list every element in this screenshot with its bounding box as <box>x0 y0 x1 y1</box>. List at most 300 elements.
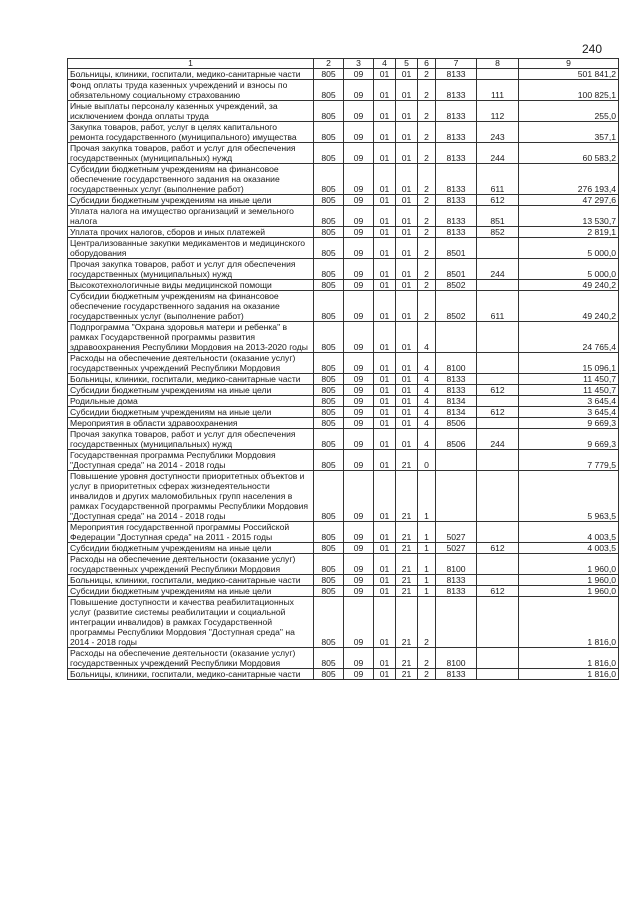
code-cell: 1 <box>418 586 436 597</box>
code-cell: 09 <box>344 69 374 80</box>
code-cell: 805 <box>314 669 344 680</box>
header-cell: 6 <box>418 59 436 69</box>
amount-cell: 4 003,5 <box>519 543 619 554</box>
amount-cell: 1 960,0 <box>519 554 619 575</box>
code-cell: 01 <box>374 291 396 322</box>
amount-cell: 5 963,5 <box>519 471 619 522</box>
code-cell: 01 <box>396 259 418 280</box>
amount-cell: 7 779,5 <box>519 450 619 471</box>
code-cell: 21 <box>396 471 418 522</box>
code-cell: 805 <box>314 385 344 396</box>
code-cell: 01 <box>396 291 418 322</box>
item-name-cell: Фонд оплаты труда казенных учреждений и взносы по обязательному социальному страхованию <box>68 80 314 101</box>
code-cell: 01 <box>374 143 396 164</box>
item-name-cell: Высокотехнологичные виды медицинской помощи <box>68 280 314 291</box>
amount-cell: 1 960,0 <box>519 586 619 597</box>
code-cell: 09 <box>344 385 374 396</box>
code-cell <box>477 238 519 259</box>
code-cell: 1 <box>418 554 436 575</box>
item-name-cell: Субсидии бюджетным учреждениям на финансовое обеспечение государственного задания на оказание государственных услуг (выполнение работ) <box>68 291 314 322</box>
code-cell: 805 <box>314 374 344 385</box>
code-cell: 01 <box>396 396 418 407</box>
code-cell: 01 <box>374 238 396 259</box>
code-cell: 21 <box>396 450 418 471</box>
page-number: 240 <box>582 42 603 56</box>
code-cell: 01 <box>396 80 418 101</box>
code-cell: 01 <box>396 407 418 418</box>
amount-cell: 11 450,7 <box>519 374 619 385</box>
code-cell: 8134 <box>436 396 477 407</box>
code-cell: 01 <box>396 385 418 396</box>
item-name-cell: Расходы на обеспечение деятельности (оказание услуг) государственных учреждений Республики Мордовия <box>68 353 314 374</box>
code-cell: 09 <box>344 291 374 322</box>
code-cell: 09 <box>344 259 374 280</box>
code-cell <box>477 69 519 80</box>
amount-cell: 1 816,0 <box>519 648 619 669</box>
code-cell <box>477 471 519 522</box>
code-cell: 2 <box>418 259 436 280</box>
code-cell <box>477 648 519 669</box>
table-row <box>68 429 619 450</box>
amount-cell: 49 240,2 <box>519 280 619 291</box>
table-row <box>68 80 619 101</box>
table-row <box>68 418 619 429</box>
code-cell: 1 <box>418 471 436 522</box>
code-cell: 4 <box>418 396 436 407</box>
item-name-cell: Субсидии бюджетным учреждениям на иные цели <box>68 586 314 597</box>
code-cell: 01 <box>374 450 396 471</box>
code-cell: 09 <box>344 522 374 543</box>
code-cell: 8501 <box>436 259 477 280</box>
item-name-cell: Родильные дома <box>68 396 314 407</box>
code-cell: 01 <box>396 164 418 195</box>
header-cell: 9 <box>519 59 619 69</box>
item-name-cell: Субсидии бюджетным учреждениям на иные цели <box>68 407 314 418</box>
code-cell: 2 <box>418 80 436 101</box>
code-cell: 01 <box>374 543 396 554</box>
code-cell: 09 <box>344 227 374 238</box>
amount-cell: 276 193,4 <box>519 164 619 195</box>
amount-cell: 47 297,6 <box>519 195 619 206</box>
code-cell: 01 <box>374 101 396 122</box>
table-row <box>68 101 619 122</box>
code-cell: 01 <box>374 522 396 543</box>
amount-cell: 501 841,2 <box>519 69 619 80</box>
amount-cell: 9 669,3 <box>519 418 619 429</box>
code-cell: 09 <box>344 353 374 374</box>
code-cell: 2 <box>418 669 436 680</box>
code-cell: 2 <box>418 291 436 322</box>
code-cell: 2 <box>418 238 436 259</box>
amount-cell: 60 583,2 <box>519 143 619 164</box>
code-cell: 805 <box>314 522 344 543</box>
code-cell: 805 <box>314 80 344 101</box>
code-cell: 01 <box>396 227 418 238</box>
code-cell: 01 <box>396 101 418 122</box>
code-cell: 851 <box>477 206 519 227</box>
amount-cell: 2 819,1 <box>519 227 619 238</box>
item-name-cell: Государственная программа Республики Мордовия "Доступная среда" на 2014 - 2018 годы <box>68 450 314 471</box>
code-cell: 805 <box>314 206 344 227</box>
code-cell: 09 <box>344 122 374 143</box>
table-body <box>68 69 619 680</box>
budget-table <box>67 58 619 680</box>
code-cell: 805 <box>314 597 344 648</box>
code-cell: 612 <box>477 385 519 396</box>
code-cell <box>477 374 519 385</box>
code-cell <box>477 575 519 586</box>
code-cell: 8100 <box>436 648 477 669</box>
code-cell: 09 <box>344 374 374 385</box>
table-row <box>68 396 619 407</box>
code-cell: 5027 <box>436 543 477 554</box>
code-cell: 805 <box>314 280 344 291</box>
code-cell: 01 <box>374 122 396 143</box>
item-name-cell: Уплата налога на имущество организаций и земельного налога <box>68 206 314 227</box>
code-cell <box>436 450 477 471</box>
code-cell: 01 <box>374 69 396 80</box>
amount-cell: 1 816,0 <box>519 669 619 680</box>
code-cell: 21 <box>396 522 418 543</box>
code-cell: 805 <box>314 407 344 418</box>
code-cell: 01 <box>374 280 396 291</box>
code-cell <box>477 554 519 575</box>
code-cell: 01 <box>374 429 396 450</box>
item-name-cell: Субсидии бюджетным учреждениям на иные цели <box>68 385 314 396</box>
code-cell: 8133 <box>436 586 477 597</box>
code-cell: 01 <box>374 80 396 101</box>
code-cell: 8133 <box>436 195 477 206</box>
amount-cell: 49 240,2 <box>519 291 619 322</box>
code-cell <box>436 597 477 648</box>
code-cell: 09 <box>344 280 374 291</box>
code-cell: 01 <box>374 597 396 648</box>
code-cell: 805 <box>314 69 344 80</box>
code-cell: 09 <box>344 101 374 122</box>
code-cell: 244 <box>477 143 519 164</box>
code-cell: 612 <box>477 586 519 597</box>
table-row <box>68 522 619 543</box>
code-cell: 09 <box>344 143 374 164</box>
code-cell: 2 <box>418 195 436 206</box>
table-row <box>68 648 619 669</box>
code-cell: 09 <box>344 322 374 353</box>
item-name-cell: Прочая закупка товаров, работ и услуг для обеспечения государственных (муниципальных) нужд <box>68 429 314 450</box>
code-cell: 09 <box>344 164 374 195</box>
code-cell: 805 <box>314 648 344 669</box>
item-name-cell: Мероприятия государственной программы Российской Федерации "Доступная среда" на 2011 - 2015 годы <box>68 522 314 543</box>
table-row <box>68 407 619 418</box>
item-name-cell: Субсидии бюджетным учреждениям на иные цели <box>68 195 314 206</box>
code-cell: 01 <box>374 374 396 385</box>
header-cell: 7 <box>436 59 477 69</box>
code-cell: 8133 <box>436 206 477 227</box>
code-cell: 01 <box>374 227 396 238</box>
table-row <box>68 554 619 575</box>
code-cell: 09 <box>344 669 374 680</box>
code-cell <box>477 597 519 648</box>
amount-cell: 357,1 <box>519 122 619 143</box>
code-cell: 805 <box>314 195 344 206</box>
code-cell <box>436 471 477 522</box>
code-cell: 805 <box>314 396 344 407</box>
code-cell: 01 <box>374 586 396 597</box>
code-cell: 21 <box>396 586 418 597</box>
code-cell: 805 <box>314 418 344 429</box>
item-name-cell: Прочая закупка товаров, работ и услуг для обеспечения государственных (муниципальных) нужд <box>68 143 314 164</box>
code-cell: 09 <box>344 597 374 648</box>
code-cell: 4 <box>418 353 436 374</box>
code-cell: 612 <box>477 195 519 206</box>
code-cell: 09 <box>344 80 374 101</box>
code-cell: 805 <box>314 164 344 195</box>
table-row <box>68 353 619 374</box>
code-cell: 01 <box>396 353 418 374</box>
item-name-cell: Расходы на обеспечение деятельности (оказание услуг) государственных учреждений Республики Мордовия <box>68 648 314 669</box>
item-name-cell: Больницы, клиники, госпитали, медико-санитарные части <box>68 575 314 586</box>
code-cell: 01 <box>374 385 396 396</box>
amount-cell: 24 765,4 <box>519 322 619 353</box>
item-name-cell: Прочая закупка товаров, работ и услуг для обеспечения государственных (муниципальных) нужд <box>68 259 314 280</box>
table-row <box>68 143 619 164</box>
item-name-cell: Субсидии бюджетным учреждениям на иные цели <box>68 543 314 554</box>
code-cell: 8502 <box>436 291 477 322</box>
code-cell: 4 <box>418 418 436 429</box>
code-cell: 01 <box>396 122 418 143</box>
code-cell: 09 <box>344 543 374 554</box>
code-cell: 8133 <box>436 575 477 586</box>
code-cell: 611 <box>477 164 519 195</box>
table-row <box>68 586 619 597</box>
table-row <box>68 291 619 322</box>
header-cell: 2 <box>314 59 344 69</box>
code-cell <box>477 450 519 471</box>
amount-cell: 3 645,4 <box>519 407 619 418</box>
item-name-cell: Мероприятия в области здравоохранения <box>68 418 314 429</box>
code-cell <box>477 418 519 429</box>
amount-cell: 5 000,0 <box>519 259 619 280</box>
code-cell <box>477 322 519 353</box>
code-cell: 8501 <box>436 238 477 259</box>
amount-cell: 1 816,0 <box>519 597 619 648</box>
code-cell: 8133 <box>436 227 477 238</box>
code-cell: 21 <box>396 597 418 648</box>
amount-cell: 5 000,0 <box>519 238 619 259</box>
item-name-cell: Подпрограмма "Охрана здоровья матери и ребенка" в рамках Государственной программы развития здравоохранения Республики Мордовия на 2013-2020 годы <box>68 322 314 353</box>
code-cell: 8506 <box>436 429 477 450</box>
code-cell: 805 <box>314 543 344 554</box>
code-cell: 09 <box>344 407 374 418</box>
code-cell: 805 <box>314 586 344 597</box>
code-cell: 09 <box>344 429 374 450</box>
code-cell: 21 <box>396 648 418 669</box>
table-row <box>68 280 619 291</box>
table-row <box>68 450 619 471</box>
code-cell: 2 <box>418 122 436 143</box>
item-name-cell: Субсидии бюджетным учреждениям на финансовое обеспечение государственного задания на оказание государственных услуг (выполнение работ) <box>68 164 314 195</box>
code-cell <box>477 522 519 543</box>
code-cell: 09 <box>344 418 374 429</box>
code-cell: 2 <box>418 69 436 80</box>
code-cell: 244 <box>477 429 519 450</box>
item-name-cell: Закупка товаров, работ, услуг в целях капитального ремонта государственного (муниципального) имущества <box>68 122 314 143</box>
code-cell: 4 <box>418 429 436 450</box>
code-cell: 01 <box>396 69 418 80</box>
code-cell: 21 <box>396 543 418 554</box>
code-cell <box>477 396 519 407</box>
header-cell: 1 <box>68 59 314 69</box>
code-cell: 01 <box>374 322 396 353</box>
code-cell: 243 <box>477 122 519 143</box>
code-cell: 09 <box>344 554 374 575</box>
code-cell: 805 <box>314 429 344 450</box>
code-cell: 2 <box>418 597 436 648</box>
table-row <box>68 164 619 195</box>
code-cell: 4 <box>418 374 436 385</box>
code-cell: 805 <box>314 227 344 238</box>
code-cell: 01 <box>396 195 418 206</box>
table-row <box>68 195 619 206</box>
code-cell: 2 <box>418 227 436 238</box>
header-cell: 4 <box>374 59 396 69</box>
code-cell: 01 <box>374 353 396 374</box>
code-cell: 805 <box>314 259 344 280</box>
amount-cell: 1 960,0 <box>519 575 619 586</box>
item-name-cell: Повышение доступности и качества реабилитационных услуг (развитие системы реабилитации и социальной интеграции инвалидов) в рамках Государственной программы Республики Мордовия "Доступная среда" на 2014 - 2018 годы <box>68 597 314 648</box>
code-cell: 8100 <box>436 554 477 575</box>
item-name-cell: Больницы, клиники, госпитали, медико-санитарные части <box>68 374 314 385</box>
code-cell: 852 <box>477 227 519 238</box>
code-cell: 01 <box>374 259 396 280</box>
amount-cell: 3 645,4 <box>519 396 619 407</box>
code-cell: 01 <box>396 280 418 291</box>
item-name-cell: Больницы, клиники, госпитали, медико-санитарные части <box>68 69 314 80</box>
code-cell: 01 <box>374 195 396 206</box>
code-cell: 2 <box>418 648 436 669</box>
code-cell: 8502 <box>436 280 477 291</box>
code-cell: 1 <box>418 543 436 554</box>
code-cell: 09 <box>344 195 374 206</box>
code-cell: 805 <box>314 101 344 122</box>
table-row <box>68 543 619 554</box>
item-name-cell: Централизованные закупки медикаментов и медицинского оборудования <box>68 238 314 259</box>
code-cell: 09 <box>344 396 374 407</box>
item-name-cell: Больницы, клиники, госпитали, медико-санитарные части <box>68 669 314 680</box>
table-row <box>68 575 619 586</box>
header-cell: 5 <box>396 59 418 69</box>
code-cell: 09 <box>344 206 374 227</box>
code-cell: 805 <box>314 471 344 522</box>
code-cell: 01 <box>374 206 396 227</box>
code-cell: 01 <box>374 648 396 669</box>
code-cell: 01 <box>374 669 396 680</box>
code-cell: 612 <box>477 407 519 418</box>
code-cell: 8133 <box>436 101 477 122</box>
table-row <box>68 385 619 396</box>
amount-cell: 11 450,7 <box>519 385 619 396</box>
table-row <box>68 206 619 227</box>
code-cell: 1 <box>418 575 436 586</box>
table-row <box>68 238 619 259</box>
code-cell: 805 <box>314 122 344 143</box>
amount-cell: 255,0 <box>519 101 619 122</box>
code-cell: 8133 <box>436 69 477 80</box>
code-cell: 111 <box>477 80 519 101</box>
code-cell: 2 <box>418 101 436 122</box>
code-cell: 21 <box>396 575 418 586</box>
code-cell: 01 <box>396 322 418 353</box>
code-cell: 8133 <box>436 164 477 195</box>
code-cell: 0 <box>418 450 436 471</box>
code-cell: 01 <box>396 143 418 164</box>
table-row <box>68 471 619 522</box>
table-row <box>68 122 619 143</box>
item-name-cell: Расходы на обеспечение деятельности (оказание услуг) государственных учреждений Республики Мордовия <box>68 554 314 575</box>
code-cell: 01 <box>374 575 396 586</box>
code-cell: 09 <box>344 471 374 522</box>
amount-cell: 4 003,5 <box>519 522 619 543</box>
code-cell: 01 <box>396 238 418 259</box>
code-cell: 2 <box>418 280 436 291</box>
table-header-row <box>68 59 619 69</box>
code-cell: 805 <box>314 143 344 164</box>
code-cell: 2 <box>418 143 436 164</box>
code-cell: 805 <box>314 554 344 575</box>
code-cell <box>477 353 519 374</box>
code-cell: 5027 <box>436 522 477 543</box>
code-cell: 4 <box>418 385 436 396</box>
code-cell: 611 <box>477 291 519 322</box>
amount-cell: 100 825,1 <box>519 80 619 101</box>
code-cell: 8133 <box>436 374 477 385</box>
code-cell: 09 <box>344 586 374 597</box>
code-cell: 8100 <box>436 353 477 374</box>
code-cell: 805 <box>314 353 344 374</box>
code-cell: 805 <box>314 238 344 259</box>
table-row <box>68 69 619 80</box>
code-cell: 01 <box>374 471 396 522</box>
code-cell: 09 <box>344 648 374 669</box>
code-cell: 01 <box>374 396 396 407</box>
code-cell <box>477 669 519 680</box>
code-cell: 8133 <box>436 80 477 101</box>
code-cell: 8133 <box>436 143 477 164</box>
code-cell: 1 <box>418 522 436 543</box>
code-cell: 805 <box>314 575 344 586</box>
code-cell: 01 <box>396 429 418 450</box>
code-cell: 8134 <box>436 407 477 418</box>
amount-cell: 15 096,1 <box>519 353 619 374</box>
code-cell: 2 <box>418 206 436 227</box>
amount-cell: 9 669,3 <box>519 429 619 450</box>
code-cell: 8133 <box>436 122 477 143</box>
item-name-cell: Иные выплаты персоналу казенных учреждений, за исключением фонда оплаты труда <box>68 101 314 122</box>
table-row <box>68 669 619 680</box>
code-cell: 8133 <box>436 669 477 680</box>
code-cell: 09 <box>344 575 374 586</box>
code-cell: 612 <box>477 543 519 554</box>
code-cell: 21 <box>396 669 418 680</box>
code-cell: 112 <box>477 101 519 122</box>
code-cell: 805 <box>314 291 344 322</box>
code-cell: 09 <box>344 238 374 259</box>
table-row <box>68 597 619 648</box>
code-cell: 21 <box>396 554 418 575</box>
code-cell: 09 <box>344 450 374 471</box>
table-row <box>68 227 619 238</box>
header-cell: 3 <box>344 59 374 69</box>
item-name-cell: Повышение уровня доступности приоритетных объектов и услуг в приоритетных сферах жизнедеятельности инвалидов и других маломобильных групп населения в рамках Государственной программы Республики Мордовия "Доступная среда" на 2014 - 2018 годы <box>68 471 314 522</box>
